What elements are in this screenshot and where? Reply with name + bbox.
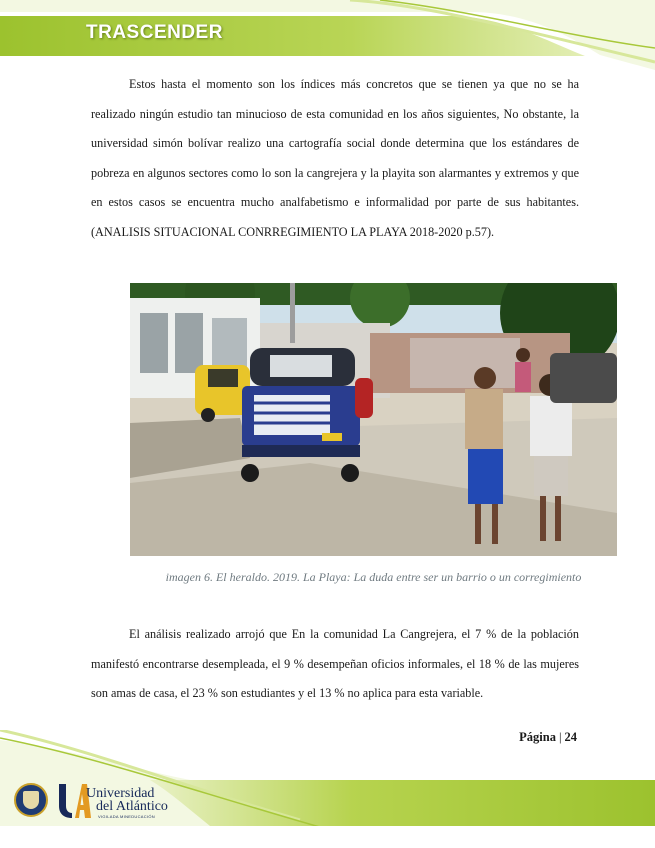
university-subtitle: VIGILADA MINEDUCACIÓN (98, 814, 155, 819)
page-label: Página (519, 730, 556, 744)
paragraph-2-text: El análisis realizado arrojó que En la comunidad La Cangrejera, el 7 % de la población manifestó encontrarse desempleada, el 9 % desempeñan oficios informales, el 18 % de las mujeres son amas de casa, el 23 % son estudiantes y el 13 % no aplica para esta variable. (91, 627, 579, 700)
body-paragraph-2 (91, 620, 579, 709)
paragraph-1-text: Estos hasta el momento son los índices más concretos que se tienen ya que no se ha realizado ningún estudio tan minucioso de esta comunidad en los años siguientes, No obstante, la universidad simón bolívar realizo una cartografía social donde determina que los estándares de pobreza en algunos sectores como lo son la cangrejera y la playita son alarmantes y extremos y que en estos casos se encuentra mucho analfabetismo e informalidad por parte de sus habitantes. (ANALISIS SITUACIONAL CONRREGIMIENTO LA PLAYA 2018-2020 p.57). (91, 77, 579, 239)
seal-shield-icon (23, 791, 39, 809)
university-seal-icon (14, 783, 48, 817)
street-photo (130, 283, 617, 556)
page-separator: | (558, 730, 562, 744)
street-scene-image (130, 283, 617, 556)
header-title: TRASCENDER (86, 22, 223, 43)
university-name-line1: Universidad (86, 786, 155, 801)
image-caption: imagen 6. El heraldo. 2019. La Playa: La duda entre ser un barrio o un corregimiento (165, 570, 582, 584)
university-name-line2: del Atlántico (96, 799, 168, 814)
university-name (86, 787, 168, 813)
page-number-value: 24 (564, 730, 577, 744)
body-paragraph-1 (91, 70, 579, 247)
